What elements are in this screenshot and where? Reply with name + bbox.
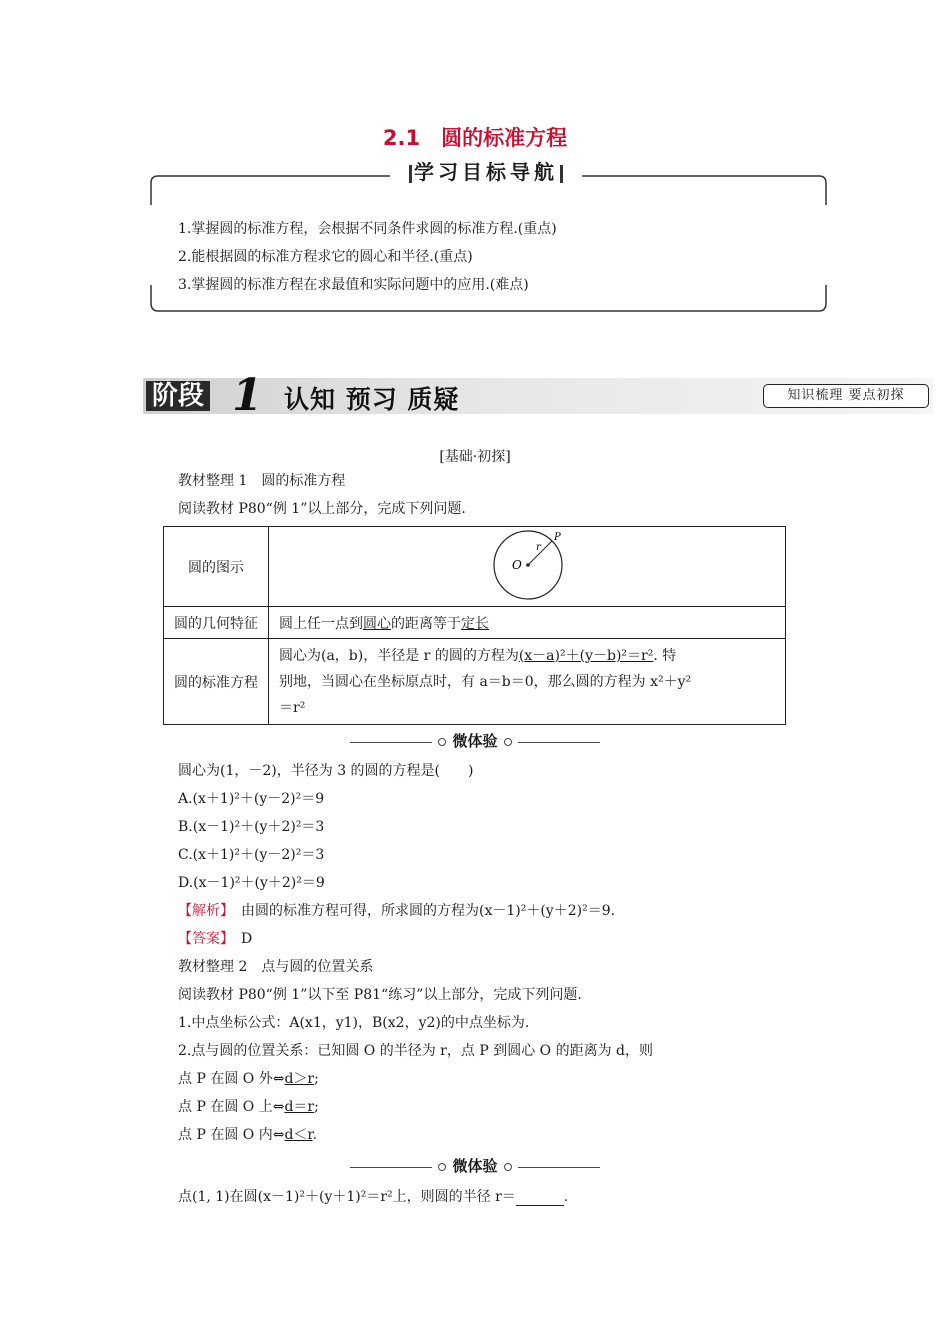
sep2-dot-right: [504, 1163, 512, 1171]
sep-dot-right: [504, 738, 512, 746]
label-P: P: [554, 531, 561, 543]
topic2-line1: 1.中点坐标公式：A(x1，y1)，B(x2，y2)的中点坐标为.: [178, 1015, 530, 1031]
equation-text-3: ＝r²: [279, 699, 306, 716]
analysis-label: 【解析】: [178, 903, 227, 919]
relation-inside-end: .: [312, 1127, 318, 1143]
q2-stem-end: .: [563, 1189, 569, 1205]
answer-text: D: [241, 931, 253, 947]
page-title: 2.1 圆的标准方程: [382, 126, 568, 150]
separator-1: [0, 730, 950, 751]
goal-item-2: 2.能根据圆的标准方程求它的圆心和半径.(重点): [178, 249, 473, 265]
q2-stem: [178, 1186, 568, 1206]
geometry-blank-center: 圆心: [363, 615, 391, 632]
stage-tag: 知识梳理 要点初探: [763, 384, 929, 408]
equation-cell: [269, 639, 786, 725]
geometry-blank-length: 定长: [461, 615, 489, 632]
answer-label: 【答案】: [178, 931, 227, 947]
geometry-text-pre: 圆上任一点到: [279, 615, 363, 632]
topic2-line2: 2.点与圆的位置关系：已知圆 O 的半径为 r，点 P 到圆心 O 的距离为 d，则: [178, 1043, 653, 1059]
sep2-line-right: [518, 1167, 600, 1168]
sep-line-right: [518, 742, 600, 743]
row-label-figure: 圆的图示: [164, 527, 269, 607]
circle-figure-cell: [269, 527, 786, 607]
analysis-text: 由圆的标准方程可得，所求圆的方程为(x－1)²＋(y＋2)²＝9.: [241, 903, 616, 919]
section-label: [基础·初探]: [439, 449, 511, 465]
relation-outside: [178, 1068, 319, 1088]
sep-dot-left: [438, 738, 446, 746]
geometry-text-mid: 的距离等于: [391, 615, 461, 632]
topic1-heading: 教材整理 1 圆的标准方程: [178, 473, 346, 489]
heading-bar-right: [560, 165, 563, 183]
goal-item-3: 3.掌握圆的标准方程在求最值和实际问题中的应用.(难点): [178, 277, 529, 293]
sep-label: 微体验: [452, 732, 498, 750]
topic1-instruction: 阅读教材 P80“例 1”以上部分，完成下列问题.: [178, 501, 466, 517]
sep2-label: 微体验: [452, 1157, 498, 1175]
equation-text-2: 别地，当圆心在坐标原点时，有 a＝b＝0，那么圆的方程为 x²＋y²: [279, 673, 692, 690]
relation-inside: [178, 1124, 317, 1144]
q1-option-a: A.(x＋1)²＋(y－2)²＝9: [178, 791, 325, 807]
row-label-geometry: 圆的几何特征: [164, 607, 269, 639]
relation-on-text: 点 P 在圆 O 上⇔: [178, 1099, 285, 1115]
q1-option-c: C.(x＋1)²＋(y－2)²＝3: [178, 847, 325, 863]
label-O: O: [512, 557, 522, 572]
relation-outside-text: 点 P 在圆 O 外⇔: [178, 1071, 285, 1087]
sep2-line-left: [350, 1167, 432, 1168]
equation-text-1a: 圆心为(a，b)，半径是 r 的圆的方程为: [279, 647, 519, 664]
topic2-heading: 教材整理 2 点与圆的位置关系: [178, 959, 374, 975]
stage-word: 阶段: [146, 381, 210, 411]
heading-bar-left: [409, 165, 412, 183]
relation-inside-text: 点 P 在圆 O 内⇔: [178, 1127, 285, 1143]
goals-heading-text: 学习目标导航: [414, 160, 558, 184]
row-label-equation: 圆的标准方程: [164, 639, 269, 725]
goal-item-1: 1.掌握圆的标准方程，会根据不同条件求圆的标准方程.(重点): [178, 221, 557, 237]
relation-outside-blank: d＞r: [284, 1071, 315, 1087]
relation-outside-end: ;: [314, 1071, 319, 1087]
relation-on: [178, 1096, 319, 1116]
relation-inside-blank: d＜r: [284, 1127, 313, 1143]
circle-table: [163, 526, 786, 725]
sep2-dot-left: [438, 1163, 446, 1171]
equation-blank: (x－a)²＋(y－b)²＝r²: [518, 647, 654, 664]
goals-heading: [390, 159, 582, 185]
q2-answer-blank: [516, 1191, 564, 1206]
q1-option-d: D.(x－1)²＋(y＋2)²＝9: [178, 875, 325, 891]
q1-answer: [178, 928, 252, 948]
center-dot: [526, 563, 530, 567]
q1-analysis: [178, 900, 615, 920]
q1-stem: 圆心为(1，－2)，半径为 3 的圆的方程是( ): [178, 763, 474, 779]
q1-option-b: B.(x－1)²＋(y＋2)²＝3: [178, 819, 325, 835]
label-r: r: [536, 541, 541, 553]
stage-name: 认知 预习 质疑: [284, 385, 460, 414]
equation-text-1b: . 特: [653, 647, 677, 664]
circle-figure: [482, 528, 572, 602]
geometry-cell: [269, 607, 786, 639]
q2-stem-text: 点(1, 1)在圆(x－1)²＋(y＋1)²＝r²上，则圆的半径 r＝: [178, 1189, 516, 1205]
sep-line-left: [350, 742, 432, 743]
relation-on-blank: d＝r: [284, 1099, 315, 1115]
stage-number: 1: [232, 370, 263, 421]
relation-on-end: ;: [314, 1099, 319, 1115]
topic2-instruction: 阅读教材 P80“例 1”以下至 P81“练习”以上部分，完成下列问题.: [178, 987, 582, 1003]
separator-2: [0, 1155, 950, 1176]
